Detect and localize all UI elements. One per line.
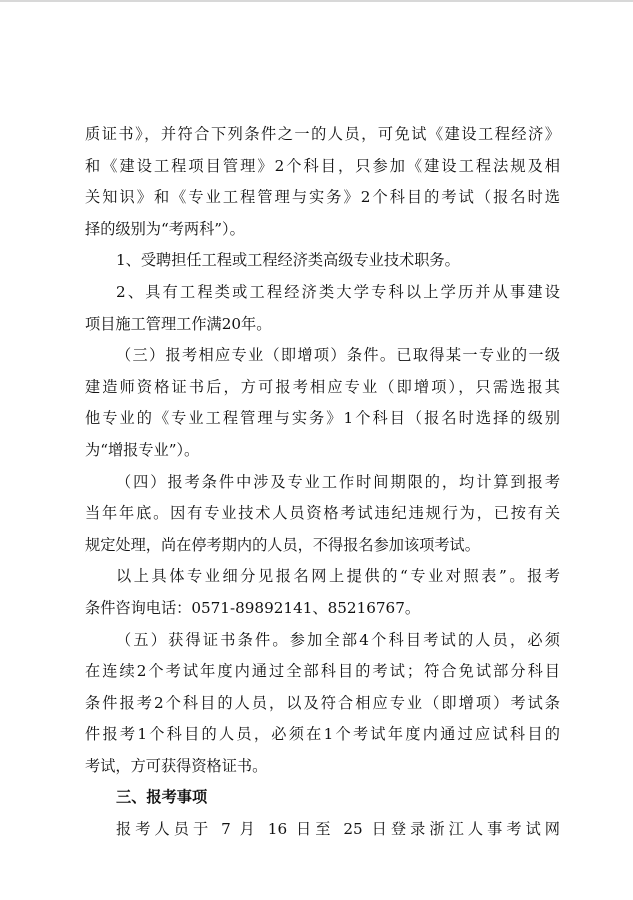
text-line-17: （五）获得证书条件。参加全部4个科目考试的人员，必须: [116, 630, 560, 649]
text-line-9: 建造师资格证书后，方可报考相应专业（即增项），只需选报其: [85, 377, 560, 396]
text-line-7: 项目施工管理工作满20年。: [85, 314, 272, 333]
document-body: [85, 119, 560, 846]
text-line-final: 报考人员于 7 月 16 日至 25 日登录浙江人事考试网: [116, 820, 560, 839]
section-heading: 三、报考事项: [116, 788, 208, 807]
text-line-14: 规定处理，尚在停考期内的人员，不得报名参加该项考试。: [85, 535, 480, 554]
text-line-15: 以上具体专业细分见报名网上提供的“专业对照表”。报考: [116, 567, 560, 586]
text-line-6: 2、具有工程类或工程经济类大学专科以上学历并从事建设: [116, 282, 560, 301]
text-line-20: 件报考1个科目的人员，必须在1个考试年度内通过应试科目的: [85, 725, 560, 744]
text-line-13: 当年年底。因有专业技术人员资格考试违纪违规行为，已按有关: [85, 504, 560, 523]
text-line-10: 他专业的《专业工程管理与实务》1个科目（报名时选择的级别: [85, 409, 560, 428]
text-line-16: 条件咨询电话：0571-89892141、85216767。: [85, 598, 421, 617]
text-line-2: 和《建设工程项目管理》2个科目，只参加《建设工程法规及相: [85, 156, 560, 175]
text-line-1: 质证书》，并符合下列条件之一的人员，可免试《建设工程经济》: [85, 125, 560, 143]
text-line-18: 在连续2个考试年度内通过全部科目的考试；符合免试部分科目: [85, 662, 560, 681]
text-line-5: 1、受聘担任工程或工程经济类高级专业技术职务。: [116, 251, 460, 270]
text-line-21: 考试，方可获得资格证书。: [85, 756, 268, 775]
text-line-19: 条件报考2个科目的人员，以及符合相应专业（即增项）考试条: [85, 693, 560, 712]
text-line-8: （三）报考相应专业（即增项）条件。已取得某一专业的一级: [116, 346, 560, 365]
page-top-edge: [0, 0, 633, 2]
text-line-4: 择的级别为“考两科”）。: [85, 219, 245, 238]
text-line-12: （四）报考条件中涉及专业工作时间期限的，均计算到报考: [116, 472, 560, 491]
text-line-3: 关知识》和《专业工程管理与实务》2个科目的考试（报名时选: [85, 188, 560, 207]
text-line-11: 为“增报专业”）。: [85, 440, 200, 459]
